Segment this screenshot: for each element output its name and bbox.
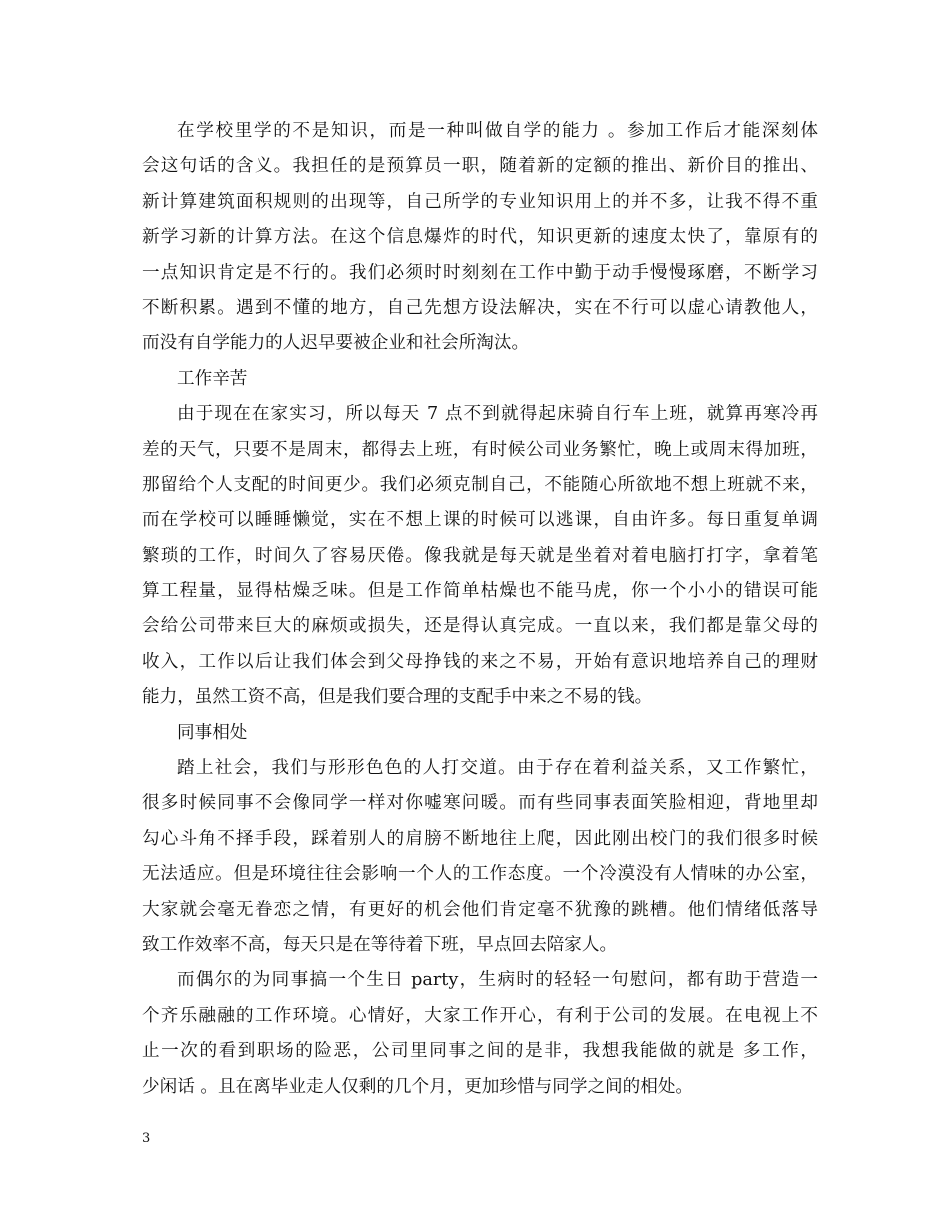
- paragraph-line: 大家就会毫无眷恋之情，有更好的机会他们肯定毫不犹豫的跳槽。他们情绪低落导: [142, 899, 818, 920]
- paragraph-line: 踏上社会，我们与形形色色的人打交道。由于存在着利益关系，又工作繁忙，: [177, 758, 818, 779]
- paragraph-line: 新计算建筑面积规则的出现等，自己所学的专业知识用上的并不多，让我不得不重: [142, 191, 818, 212]
- paragraph-line: 那留给个人支配的时间更少。我们必须克制自己，不能随心所欲地不想上班就不来，: [142, 474, 818, 495]
- paragraph-line: 致工作效率不高，每天只是在等待着下班，早点回去陪家人。: [142, 934, 618, 955]
- paragraph-line: 无法适应。但是环境往往会影响一个人的工作态度。一个冷漠没有人情味的办公室，: [142, 864, 818, 885]
- paragraph-line: 而偶尔的为同事搞一个生日 party，生病时的轻轻一句慰问，都有助于营造一: [177, 970, 818, 991]
- paragraph-line: 在学校里学的不是知识，而是一种叫做自学的能力 。参加工作后才能深刻体: [177, 121, 818, 141]
- paragraph-line: 差的天气，只要不是周末，都得去上班，有时候公司业务繁忙，晚上或周末得加班，: [142, 439, 818, 460]
- paragraph-line: 不断积累。遇到不懂的地方，自己先想方设法解决，实在不行可以虚心请教他人，: [142, 297, 818, 318]
- paragraph-line: 会这句话的含义。我担任的是预算员一职，随着新的定额的推出、新价目的推出、: [142, 156, 818, 177]
- paragraph-line: 止一次的看到职场的险恶，公司里同事之间的是非，我想我能做的就是 多工作，: [142, 1041, 818, 1062]
- paragraph-line: 会给公司带来巨大的麻烦或损失，还是得认真完成。一直以来，我们都是靠父母的: [142, 616, 818, 637]
- paragraph-line: 新学习新的计算方法。在这个信息爆炸的时代，知识更新的速度太快了，靠原有的: [142, 227, 818, 248]
- paragraph-line: 收入，工作以后让我们体会到父母挣钱的来之不易，开始有意识地培养自己的理财: [142, 651, 818, 672]
- paragraph-line: 个齐乐融融的工作环境。心情好，大家工作开心，有利于公司的发展。在电视上不: [142, 1005, 818, 1026]
- paragraph-line: 算工程量，显得枯燥乏味。但是工作简单枯燥也不能马虎，你一个小小的错误可能: [142, 581, 818, 602]
- paragraph-line: 很多时候同事不会像同学一样对你嘘寒问暖。而有些同事表面笑脸相迎，背地里却: [142, 793, 818, 814]
- section-heading-colleagues: 同事相处: [177, 722, 248, 743]
- paragraph-line: 能力，虽然工资不高，但是我们要合理的支配手中来之不易的钱。: [142, 687, 653, 708]
- paragraph-line: 而在学校可以睡睡懒觉，实在不想上课的时候可以逃课，自由许多。每日重复单调: [142, 510, 818, 531]
- page-number: 3: [142, 1131, 151, 1146]
- paragraph-line: 而没有自学能力的人迟早要被企业和社会所淘汰。: [142, 333, 530, 354]
- paragraph-line: 少闲话 。且在离毕业走人仅剩的几个月，更加珍惜与同学之间的相处。: [142, 1076, 694, 1097]
- document-body: [142, 114, 818, 1105]
- paragraph-line: 繁琐的工作，时间久了容易厌倦。像我就是每天就是坐着对着电脑打打字，拿着笔: [142, 545, 818, 566]
- paragraph-line: 由于现在在家实习，所以每天 7 点不到就得起床骑自行车上班，就算再寒冷再: [177, 404, 818, 425]
- paragraph-line: 勾心斗角不择手段，踩着别人的肩膀不断地往上爬，因此刚出校门的我们很多时候: [142, 828, 818, 849]
- section-heading-work-hardship: 工作辛苦: [177, 368, 248, 389]
- paragraph-line: 一点知识肯定是不行的。我们必须时时刻刻在工作中勤于动手慢慢琢磨，不断学习: [142, 262, 818, 283]
